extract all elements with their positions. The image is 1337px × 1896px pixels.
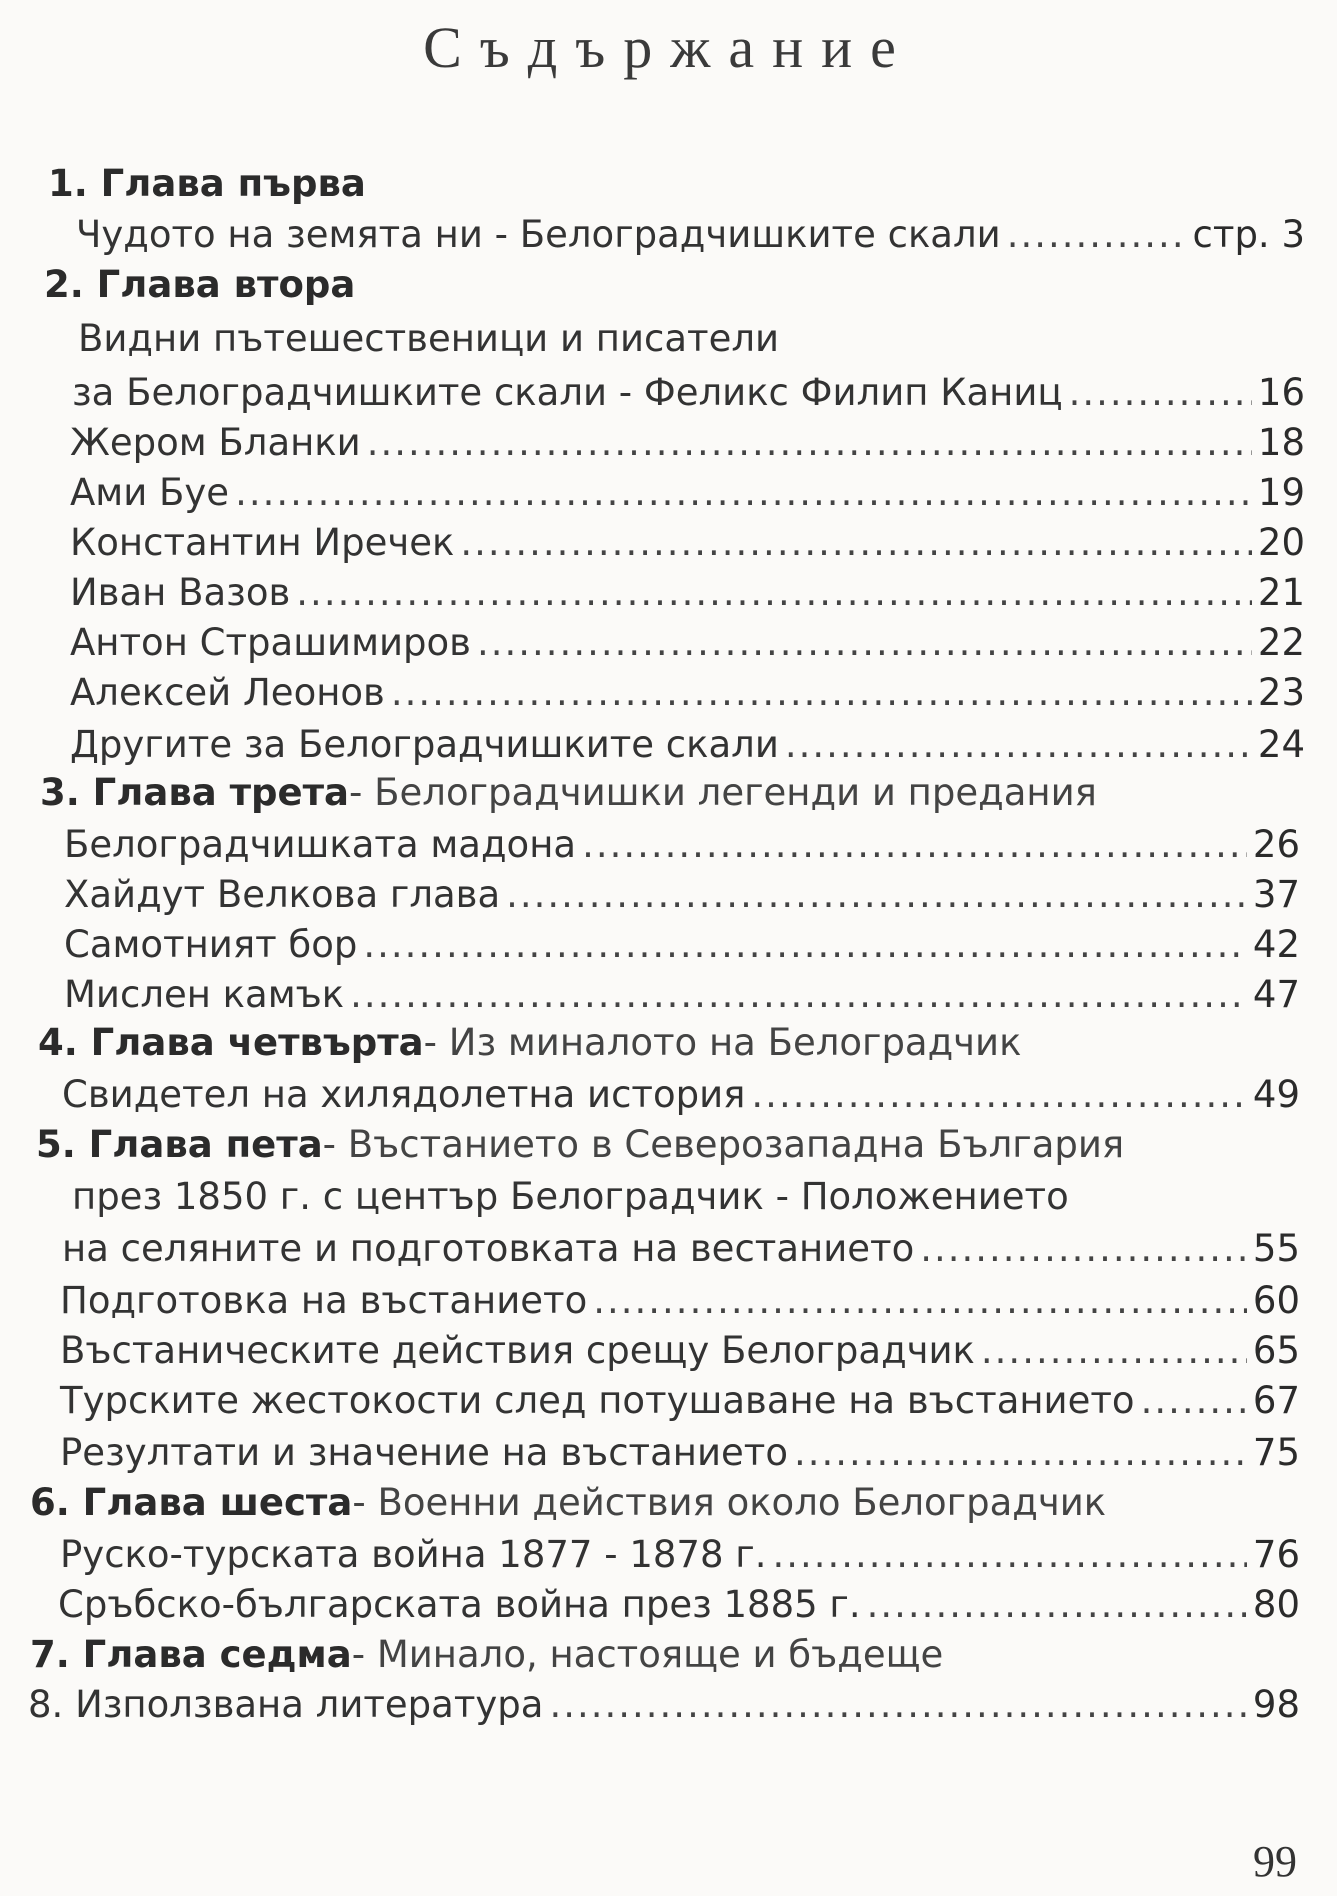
entry-page-number: 22 <box>1257 621 1305 664</box>
entry-page-number: 42 <box>1252 923 1300 966</box>
list-item <box>58 1582 1300 1628</box>
entry-page-number: 20 <box>1257 521 1305 564</box>
dot-leader <box>794 1430 1247 1476</box>
entry-title: Жером Бланки <box>70 421 361 464</box>
list-item <box>70 420 1305 466</box>
entry-title: - Белоградчишки легенди и предания <box>349 771 1097 814</box>
list-item <box>60 1378 1300 1424</box>
entry-title: Алексей Леонов <box>70 671 385 714</box>
entry-title: Руско-турската война 1877 - 1878 г. <box>60 1533 767 1576</box>
entry-title: Видни пътешественици и писатели <box>78 317 780 360</box>
entry-title: Резултати и значение на въстанието <box>60 1431 788 1474</box>
entry-page-number: 75 <box>1252 1431 1300 1474</box>
list-item <box>48 161 366 207</box>
chapter-heading: 6. Глава шеста <box>30 1481 353 1524</box>
list-item <box>70 670 1305 716</box>
dot-leader <box>350 972 1247 1018</box>
entry-page-number: стр. 3 <box>1192 213 1305 256</box>
list-item <box>40 770 1097 816</box>
entry-page-number: 16 <box>1257 371 1305 414</box>
dot-leader <box>296 570 1252 616</box>
list-item <box>64 922 1300 968</box>
dot-leader <box>477 620 1252 666</box>
list-item <box>36 1122 1124 1168</box>
entry-title: 8. Използвана литература <box>28 1683 544 1726</box>
list-item <box>60 1328 1300 1374</box>
dot-leader <box>772 1532 1246 1578</box>
list-item <box>60 1430 1300 1476</box>
list-item <box>70 722 1305 768</box>
dot-leader <box>1141 1378 1247 1424</box>
entry-title: - Минало, настояще и бъдеще <box>351 1633 944 1676</box>
entry-title: Хайдут Велкова глава <box>64 873 501 916</box>
dot-leader <box>1007 212 1187 258</box>
entry-title: за Белоградчишките скали - Феликс Филип Каниц <box>72 371 1063 414</box>
entry-page-number: 55 <box>1252 1227 1300 1270</box>
entry-page-number: 49 <box>1252 1073 1300 1116</box>
list-item <box>60 1278 1300 1324</box>
dot-leader <box>363 922 1247 968</box>
entry-title: - Из миналото на Белоградчик <box>423 1021 1022 1064</box>
entry-title: Иван Вазов <box>70 571 291 614</box>
list-item <box>72 1174 1069 1220</box>
dot-leader <box>582 822 1247 868</box>
entry-title: - Въстанието в Северозападна България <box>322 1123 1125 1166</box>
list-item <box>70 570 1305 616</box>
list-item <box>62 1226 1300 1272</box>
entry-title: Сръбско-българската война през 1885 г. <box>58 1583 861 1626</box>
entry-title: Антон Страшимиров <box>70 621 471 664</box>
entry-title: Мислен камък <box>64 973 345 1016</box>
list-item <box>64 972 1300 1018</box>
entry-title: Константин Иречек <box>70 521 455 564</box>
list-item <box>30 1632 943 1678</box>
list-item <box>76 212 1305 258</box>
list-item <box>70 520 1305 566</box>
entry-title: Свидетел на хилядолетна история <box>62 1073 746 1116</box>
entry-page-number: 37 <box>1252 873 1300 916</box>
dot-leader <box>920 1226 1247 1272</box>
entry-page-number: 65 <box>1252 1329 1300 1372</box>
dot-leader <box>506 872 1247 918</box>
entry-page-number: 67 <box>1252 1379 1300 1422</box>
list-item <box>60 1532 1300 1578</box>
list-item <box>38 1020 1021 1066</box>
entry-title: Турските жестокости след потушаване на въстанието <box>60 1379 1135 1422</box>
chapter-heading: 3. Глава трета <box>40 771 350 814</box>
entry-title: на селяните и подготовката на вестанието <box>62 1227 915 1270</box>
list-item <box>44 262 355 308</box>
entry-page-number: 21 <box>1257 571 1305 614</box>
page-number: 99 <box>1253 1837 1297 1886</box>
entry-page-number: 98 <box>1252 1683 1300 1726</box>
dot-leader <box>549 1682 1246 1728</box>
entry-page-number: 24 <box>1257 723 1305 766</box>
list-item <box>64 872 1300 918</box>
entry-title: през 1850 г. с център Белоградчик - Положението <box>72 1175 1069 1218</box>
dot-leader <box>235 470 1252 516</box>
page-title: Съдържание <box>423 15 914 80</box>
list-item <box>78 316 779 362</box>
entry-title: Подготовка на въстанието <box>60 1279 588 1322</box>
dot-leader <box>391 670 1252 716</box>
entry-page-number: 76 <box>1252 1533 1300 1576</box>
list-item <box>62 1072 1300 1118</box>
dot-leader <box>1069 370 1252 416</box>
entry-title: Другите за Белоградчишките скали <box>70 723 779 766</box>
dot-leader <box>981 1328 1247 1374</box>
entry-title: Ами Буе <box>70 471 230 514</box>
entry-title: Чудото на земята ни - Белоградчишките скали <box>76 213 1001 256</box>
entry-title: - Военни действия около Белоградчик <box>352 1481 1107 1524</box>
dot-leader <box>593 1278 1247 1324</box>
entry-title: Въстаническите действия срещу Белоградчик <box>60 1329 975 1372</box>
entry-page-number: 19 <box>1257 471 1305 514</box>
chapter-heading: 5. Глава пета <box>36 1123 323 1166</box>
dot-leader <box>751 1072 1246 1118</box>
chapter-heading: 4. Глава четвърта <box>38 1021 424 1064</box>
entry-title: Белоградчишката мадона <box>64 823 577 866</box>
entry-page-number: 47 <box>1252 973 1300 1016</box>
entry-page-number: 80 <box>1252 1583 1300 1626</box>
list-item <box>30 1480 1106 1526</box>
entry-title: Самотният бор <box>64 923 358 966</box>
entry-page-number: 18 <box>1257 421 1305 464</box>
list-item <box>70 470 1305 516</box>
entry-page-number: 23 <box>1257 671 1305 714</box>
entry-page-number: 60 <box>1252 1279 1300 1322</box>
chapter-heading: 2. Глава втора <box>44 263 356 306</box>
dot-leader <box>867 1582 1247 1628</box>
list-item <box>64 822 1300 868</box>
dot-leader <box>785 722 1252 768</box>
chapter-heading: 1. Глава първа <box>48 162 366 205</box>
list-item <box>28 1682 1300 1728</box>
dot-leader <box>460 520 1252 566</box>
chapter-heading: 7. Глава седма <box>30 1633 352 1676</box>
list-item <box>70 620 1305 666</box>
dot-leader <box>367 420 1252 466</box>
list-item <box>72 370 1305 416</box>
entry-page-number: 26 <box>1252 823 1300 866</box>
